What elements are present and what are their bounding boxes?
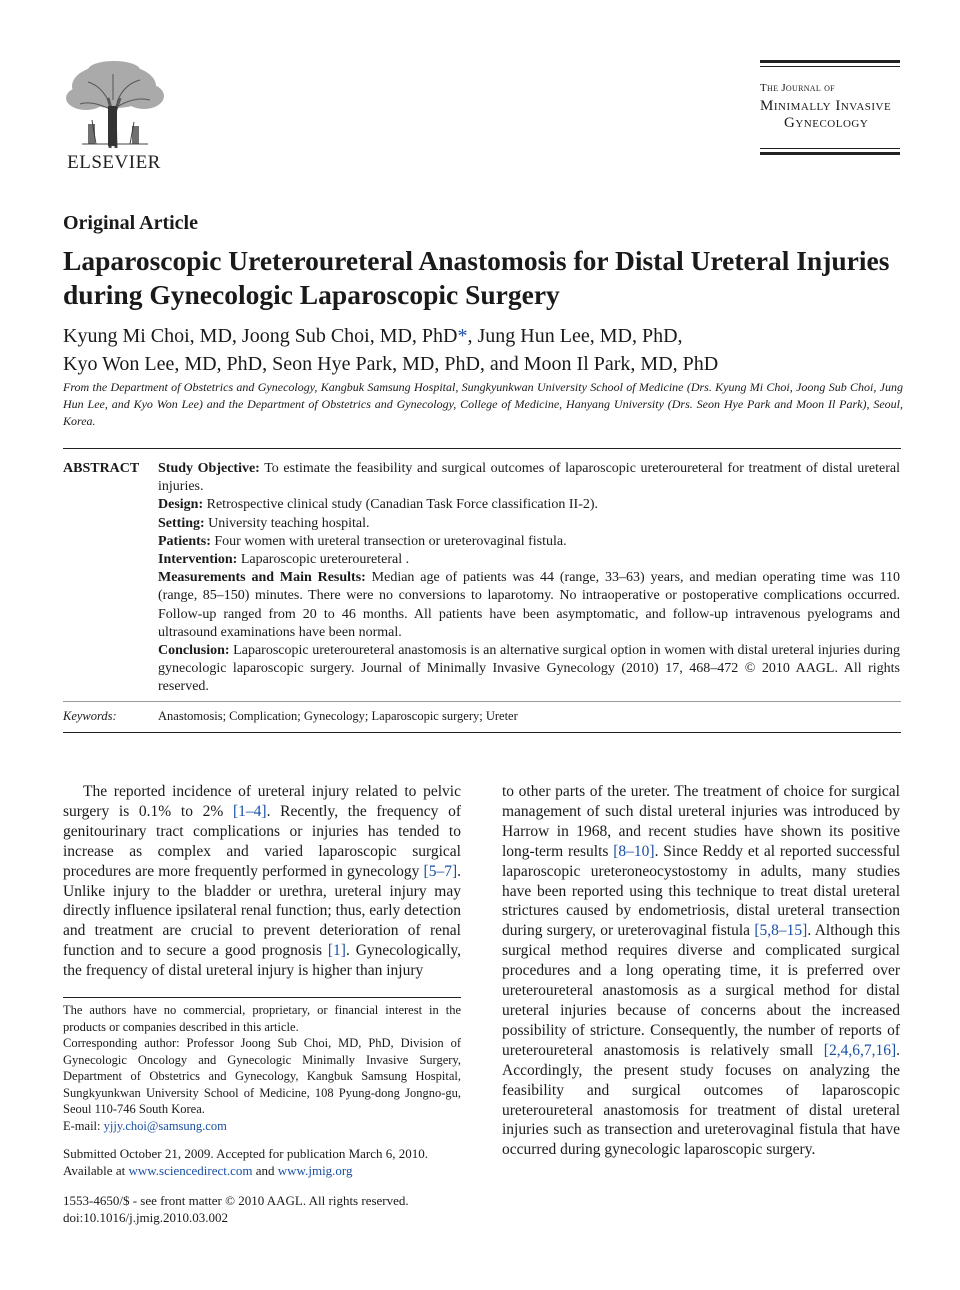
abstract-heading: ABSTRACT — [63, 461, 140, 476]
author-list — [63, 322, 903, 378]
authors-part1: Kyung Mi Choi, MD, Joong Sub Choi, MD, PhD — [63, 325, 458, 347]
submission-dates: Submitted October 21, 2009. Accepted for publication March 6, 2010. — [63, 1146, 429, 1161]
citation-link[interactable]: [8–10] — [613, 842, 655, 860]
abstract-intervention: Intervention: Laparoscopic ureteroureteral . — [158, 552, 410, 568]
affiliation: From the Department of Obstetrics and Gynecology, Kangbuk Samsung Hospital, Sungkyunkwan University School of Medicine (Drs. Kyung Mi Choi, Joong Sub Choi, Jung Hun Lee, and Kyo Won Lee) and the Department of Obstetrics and Gynecology, College of Medicine, Hanyang University (Drs. Seon Hye Park and Moon Il Park), Seoul, Korea. — [63, 380, 903, 428]
abstract-setting: Setting: University teaching hospital. — [158, 515, 370, 531]
authors-part2: , Jung Hun Lee, MD, PhD, — [467, 325, 683, 347]
body-column-left — [63, 782, 461, 981]
body-paragraph: The reported incidence of ureteral injury related to pelvic surgery is 0.1% to 2% [1–4]. Recently, the frequency of genitourinary tract complications or injuries has tended to increase as complex and varied laparoscopic surgical procedures are more frequently performed in gynecology [5–7]. Unlike injury to the bladder or urethra, ureteral injury may directly influence ipsilateral renal function; thus, early detection and treatment are crucial to prevent deterioration of renal function and to secure a good prognosis [1]. Gynecologically, the frequency of distal ureteral injury is higher than injury — [63, 783, 461, 980]
elsevier-logo — [62, 60, 166, 178]
availability: Available at www.sciencedirect.com and www.jmig.org — [63, 1162, 353, 1178]
footnote-email: E-mail: yjjy.choi@samsung.com — [63, 1118, 227, 1133]
body-column-right — [502, 782, 900, 1160]
body-paragraph: to other parts of the ureter. The treatment of choice for surgical management of such distal ureteral injuries was introduced by Harrow in 1968, and recent studies have shown its positive long-term results [8–10]. Since Reddy et al reported successful laparoscopic ureteroneocystostomy in adults, many studies have been reported using this technique to treat distal ureteral strictures caused by endometriosis, distal ureteral transection during surgery, or ureterovaginal fistula [5,8–15]. Although this surgical method requires diverse and complicated surgical procedures and a long operating time, it is preferred over ureteroureteral anastomosis as a surgical method for distal ureteral injuries because of concerns about the increased possibility of stricture. Consequently, the number of reports of ureteroureteral anastomosis is relatively small [2,4,6,7,16]. Accordingly, the present study focuses on analyzing the feasibility and surgical outcomes of laparoscopic ureteroureteral anastomosis for treatment of distal ureteral injuries such as transection and ureterovaginal fistula that have occurred during gynecologic laparoscopic surgery. — [502, 783, 901, 1159]
keywords-rule — [63, 701, 901, 702]
abstract-patients: Patients: Four women with ureteral transection or ureterovaginal fistula. — [158, 533, 567, 549]
journal-title-line3: Gynecology — [784, 115, 869, 131]
masthead-rule-top-thin — [760, 66, 900, 67]
footnote-corresponding: Corresponding author: Professor Joong Sub Choi, MD, PhD, Division of Gynecologic Oncology and Gynecologic Minimally Invasive Surgery, Department of Obstetrics and Gynecology, Kangbuk Samsung Hospital, Sungkyunkwan University School of Medicine, 108 Pyung-dong Jongno-gu, Seoul 110-746 South Korea. — [63, 1036, 461, 1116]
abstract-design: Design: Retrospective clinical study (Canadian Task Force classification II-2). — [158, 497, 599, 513]
journal-title-line1: The Journal of — [760, 82, 835, 94]
authors-line2: Kyo Won Lee, MD, PhD, Seon Hye Park, MD, PhD, and Moon Il Park, MD, PhD — [63, 353, 719, 375]
journal-title-line2: Minimally Invasive — [760, 98, 892, 114]
citation-link[interactable]: [1–4] — [233, 802, 267, 820]
elsevier-tree-icon — [62, 60, 166, 150]
keywords-list: Anastomosis; Complication; Gynecology; Laparoscopic surgery; Ureter — [158, 709, 518, 723]
abstract-body — [158, 460, 900, 697]
journal-masthead — [760, 60, 900, 156]
article-type: Original Article — [63, 212, 198, 234]
footnote-disclosure: The authors have no commercial, proprietary, or financial interest in the products or companies described in this article. — [63, 1003, 461, 1034]
sciencedirect-link[interactable]: www.sciencedirect.com — [128, 1162, 253, 1178]
abstract-rule-top — [63, 448, 901, 449]
masthead-rule-bottom — [760, 152, 900, 155]
masthead-rule-bottom-thin — [760, 148, 900, 149]
publisher-name: ELSEVIER — [67, 152, 161, 173]
citation-link[interactable]: [1] — [327, 942, 346, 960]
article-title: Laparoscopic Ureteroureteral Anastomosis for Distal Ureteral Injuries during Gynecologic Laparoscopic Surgery — [63, 245, 890, 310]
citation-link[interactable]: [5–7] — [423, 862, 458, 880]
jmig-link[interactable]: www.jmig.org — [277, 1162, 353, 1178]
doi-line: doi:10.1016/j.jmig.2010.03.002 — [63, 1209, 229, 1225]
footnote-rule — [63, 997, 461, 998]
citation-link[interactable]: [2,4,6,7,16] — [823, 1041, 897, 1059]
abstract-conclusion: Conclusion: Laparoscopic ureteroureteral anastomosis is an alternative surgical option in women with distal ureteral injuries during gynecologic laparoscopic surgery. Journal of Minimally Invasive Gynecology (2010) 17, 468–472 © 2010 AAGL. All rights reserved. — [158, 643, 900, 695]
footnotes — [63, 1002, 461, 1134]
citation-link[interactable]: [5,8–15] — [754, 922, 808, 940]
masthead-rule-top — [760, 60, 900, 63]
abstract-results: Measurements and Main Results: Median age of patients was 44 (range, 33–63) years, and median operating time was 110 (range, 85–150) minutes. There were no conversions to laparotomy. No intraoperative or postoperative complications occurred. Follow-up ranged from 20 to 46 months. All patients have been asymptomatic, and follow-up intravenous pyelograms and ultrasound examinations have been normal. — [158, 570, 900, 640]
copyright-info — [63, 1193, 461, 1226]
email-link[interactable]: yjjy.choi@samsung.com — [103, 1118, 227, 1133]
keywords-label: Keywords: — [63, 709, 117, 723]
abstract-objective: Study Objective: To estimate the feasibility and surgical outcomes of laparoscopic ureteroureteral for treatment of distal ureteral injuries. — [158, 461, 900, 495]
corresponding-author-link[interactable]: * — [457, 325, 468, 347]
abstract-rule-bottom — [63, 732, 901, 733]
issn-line: 1553-4650/$ - see front matter © 2010 AAGL. All rights reserved. — [63, 1193, 409, 1208]
submission-info — [63, 1146, 461, 1179]
